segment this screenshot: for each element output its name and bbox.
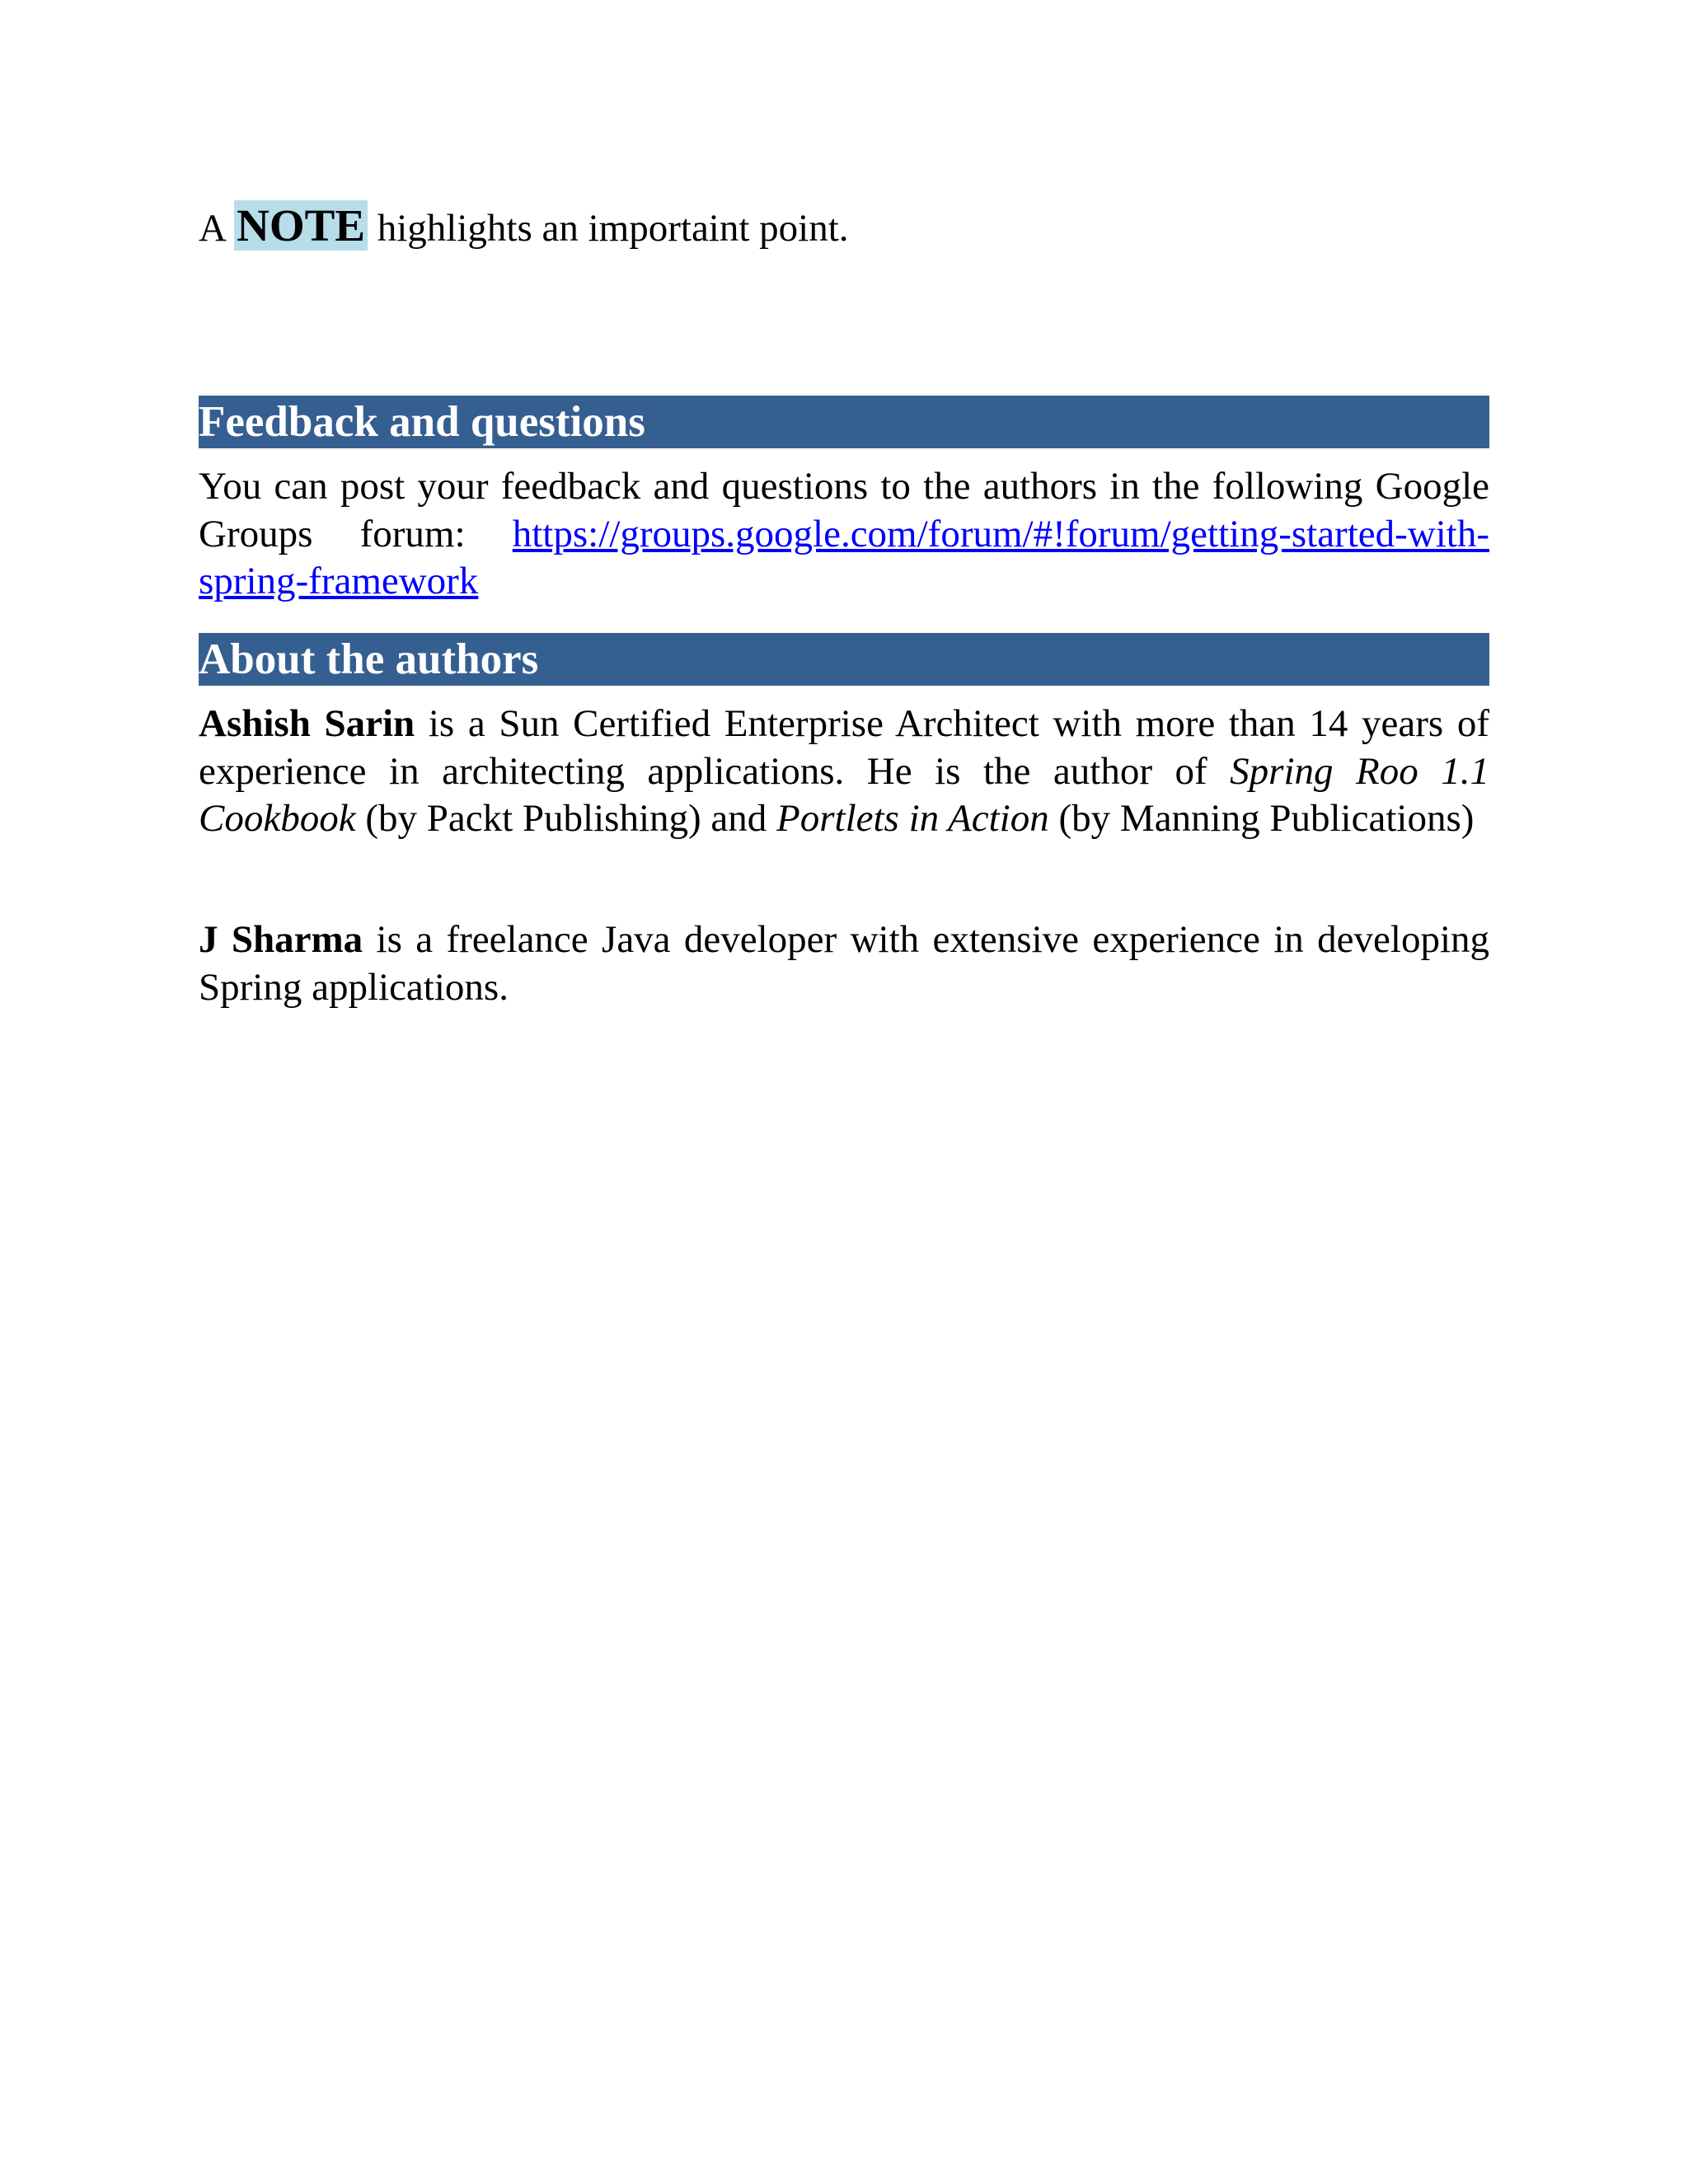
- note-keyword: NOTE: [234, 200, 368, 251]
- forum-link[interactable]: https://groups.google.com/forum/#!forum/getting-started-with-spring-framework: [199, 512, 1489, 602]
- author2-paragraph: [199, 916, 1489, 1011]
- author2-name: J Sharma: [199, 918, 363, 961]
- feedback-text: You can post your feedback and questions to the authors in the following Google Groups forum:: [199, 465, 1489, 555]
- feedback-paragraph: [199, 463, 1489, 606]
- author2-text: is a freelance Java developer with extensive experience in developing Spring applications.: [199, 918, 1490, 1009]
- author1-name: Ashish Sarin: [199, 702, 415, 745]
- author1-paragraph: [199, 701, 1489, 843]
- author1-book1: Spring Roo 1.1 Cookbook: [199, 749, 1490, 840]
- note-prefix: A: [199, 207, 235, 250]
- author1-book2: Portlets in Action: [776, 797, 1049, 840]
- author1-text3: (by Manning Publications): [1048, 797, 1475, 840]
- feedback-heading: Feedback and questions: [199, 396, 1489, 448]
- author1-text2: (by Packt Publishing) and: [355, 797, 777, 840]
- note-suffix: highlights an importaint point.: [367, 207, 849, 250]
- note-sentence: [199, 196, 849, 258]
- about-heading: About the authors: [199, 633, 1489, 686]
- author1-text1: is a Sun Certified Enterprise Architect with more than 14 years of experience in architecting applications. He is the author of: [199, 702, 1490, 793]
